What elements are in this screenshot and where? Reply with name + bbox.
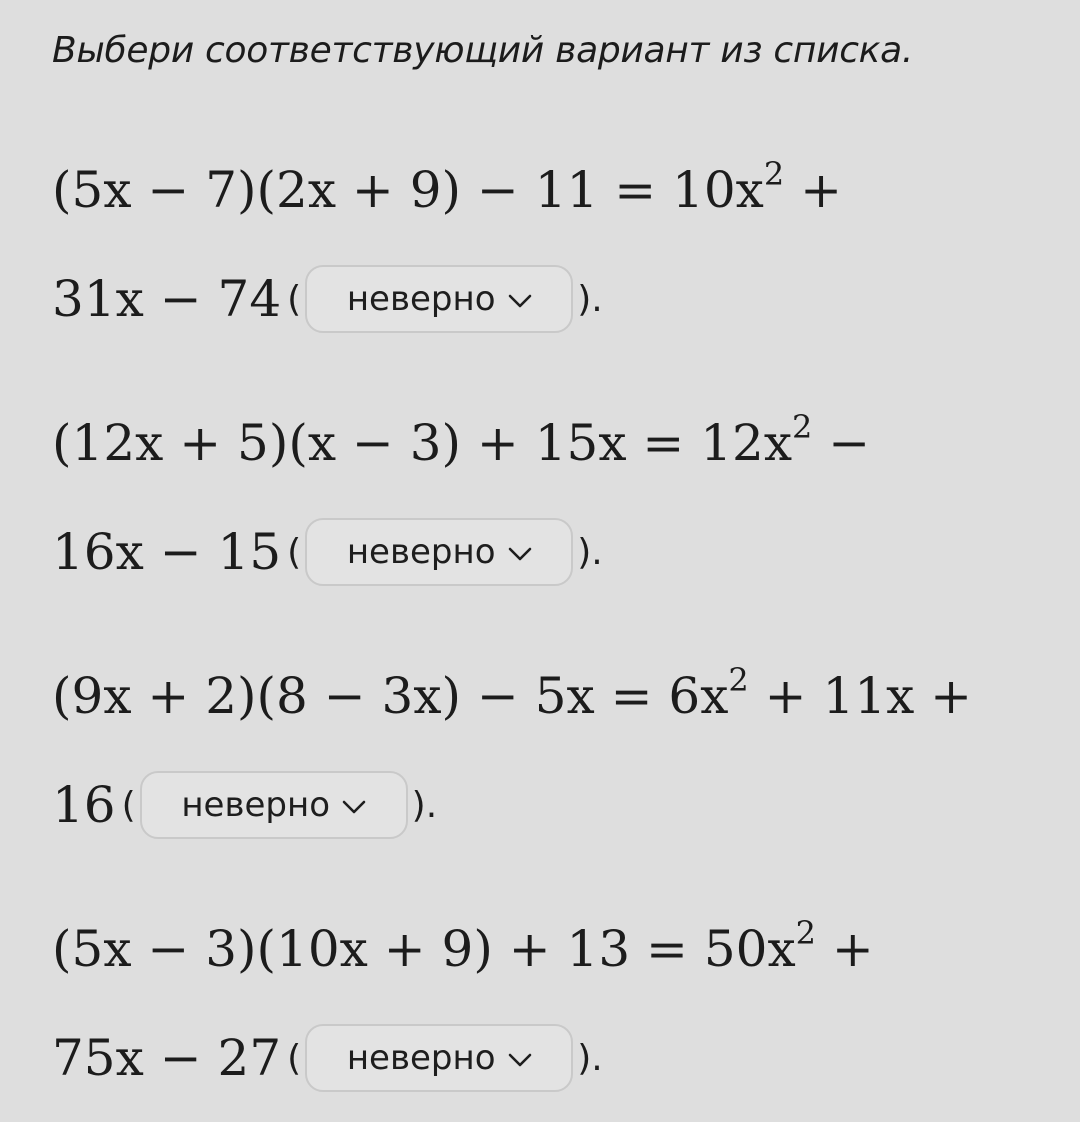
equation-line-1: [52, 661, 973, 726]
equation-left: (5x − 3)(10x + 9) + 13 = 50x: [52, 920, 796, 978]
equation-tail: 16x − 15: [52, 523, 282, 581]
exponent: 2: [792, 408, 813, 447]
equation-item-1: [52, 155, 842, 334]
close-paren: ).: [577, 1037, 603, 1079]
select-value: неверно: [346, 1038, 496, 1078]
equation-tail: 31x − 74: [52, 270, 282, 328]
select-value: неверно: [346, 279, 496, 319]
select-value: неверно: [346, 532, 496, 572]
chevron-down-icon: [508, 293, 532, 309]
equation-left: (5x − 7)(2x + 9) − 11 = 10x: [52, 161, 764, 219]
equation-line-1: [52, 914, 874, 979]
open-paren: (: [287, 1037, 302, 1079]
chevron-down-icon: [342, 799, 366, 815]
equation-right: +: [816, 920, 874, 978]
equation-line-2: [52, 264, 842, 334]
equation-right: + 11x +: [748, 667, 973, 725]
equation-line-1: [52, 155, 842, 220]
equation-line-2: [52, 770, 972, 840]
equation-line-2: [52, 517, 870, 587]
equation-right: −: [812, 414, 871, 472]
equation-line-1: [52, 408, 871, 473]
close-paren: ).: [411, 784, 438, 826]
equation-left: (12x + 5)(x − 3) + 15x = 12x: [52, 414, 793, 472]
answer-select-2[interactable]: [305, 518, 573, 586]
equation-item-2: [52, 408, 871, 587]
equation-left: (9x + 2)(8 − 3x) − 5x = 6x: [52, 667, 729, 725]
answer-select-1[interactable]: [305, 265, 573, 333]
open-paren: (: [287, 278, 302, 320]
chevron-down-icon: [508, 1052, 532, 1068]
equation-item-4: [52, 914, 874, 1093]
answer-select-4[interactable]: [305, 1024, 573, 1092]
close-paren: ).: [577, 278, 603, 320]
equation-line-2: [52, 1023, 874, 1093]
select-value: неверно: [181, 785, 331, 825]
answer-select-3[interactable]: [140, 771, 408, 839]
task-instruction: Выбери соответствующий вариант из списка.: [52, 30, 914, 71]
chevron-down-icon: [508, 546, 532, 562]
equation-tail: 16: [52, 776, 116, 834]
equation-right: +: [784, 161, 842, 219]
exponent: 2: [728, 661, 749, 700]
close-paren: ).: [577, 531, 603, 573]
equation-item-3: [52, 661, 973, 840]
exponent: 2: [763, 155, 785, 194]
open-paren: (: [121, 784, 136, 826]
open-paren: (: [287, 531, 302, 573]
exponent: 2: [795, 914, 817, 953]
equation-tail: 75x − 27: [52, 1029, 282, 1087]
